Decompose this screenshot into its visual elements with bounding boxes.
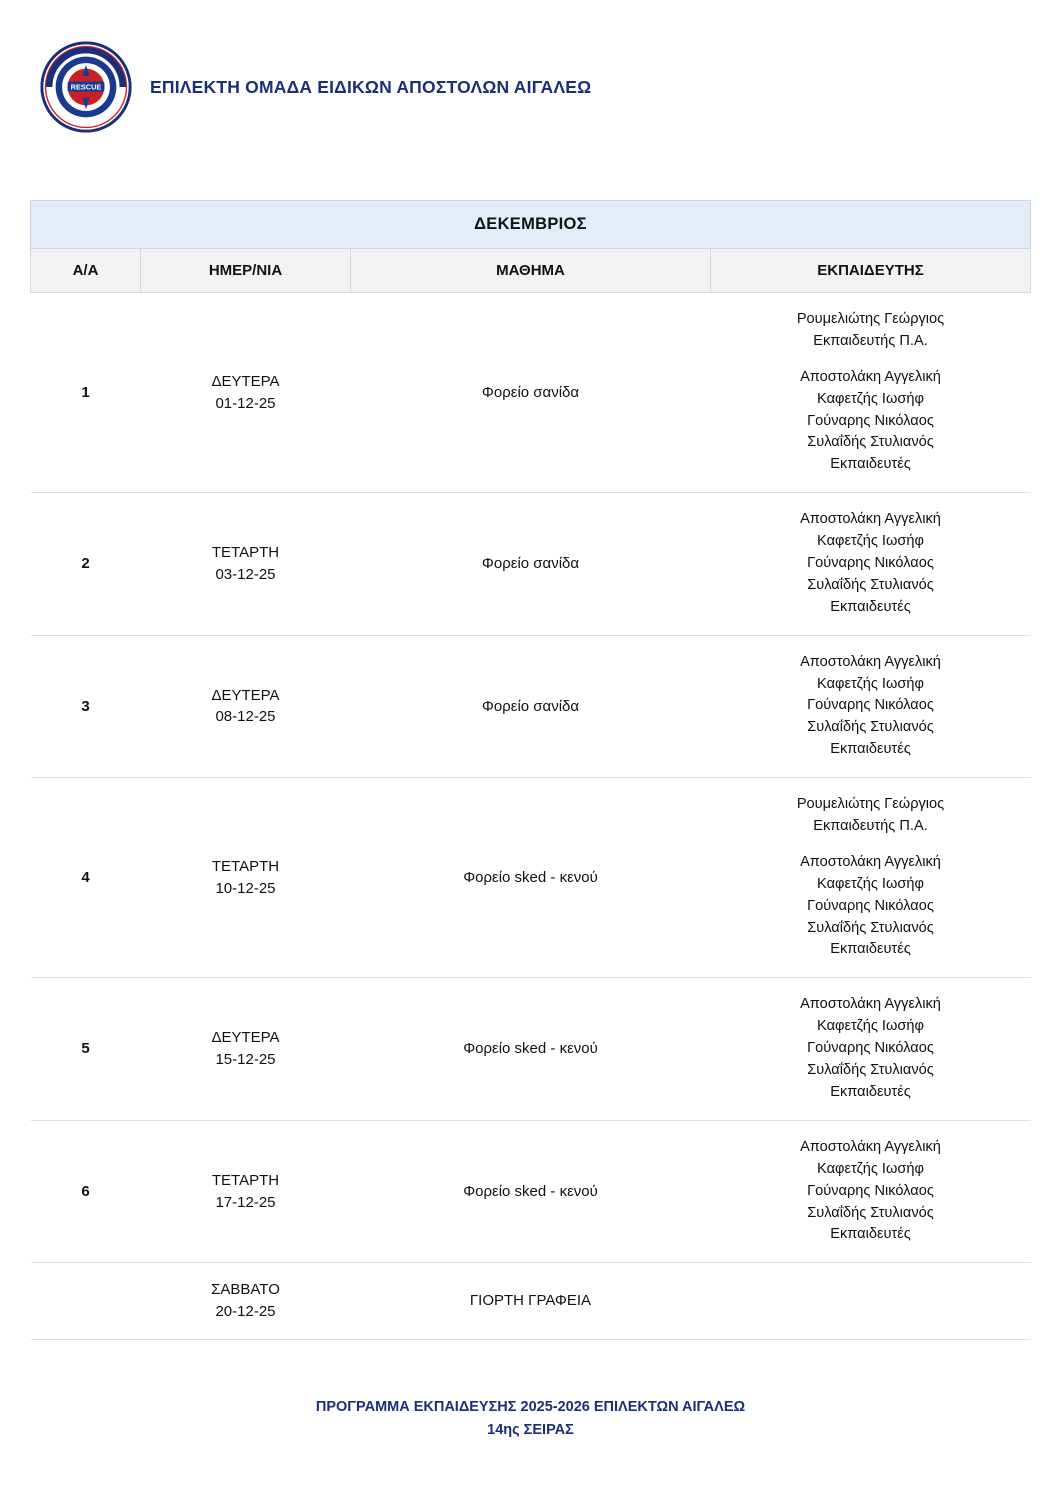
month-header: ΔΕΚΕΜΒΡΙΟΣ [31, 201, 1031, 249]
trainer-line: Καφετζής Ιωσήφ [817, 533, 924, 550]
trainer-line: Συλαΐδής Στυλιανός [807, 719, 934, 736]
cell-lesson: Φορείο sked - κενού [351, 978, 711, 1120]
trainer-line: Εκπαιδευτές [830, 1226, 911, 1243]
trainer-line: Καφετζής Ιωσήφ [817, 1018, 924, 1035]
trainer-group [719, 509, 1023, 618]
table-row [31, 778, 1031, 978]
cell-aa: 4 [31, 778, 141, 978]
trainer-line: Εκπαιδευτές [830, 1083, 911, 1100]
trainer-line: Εκπαιδευτές [830, 598, 911, 615]
cell-day-name: ΤΕΤΑΡΤΗ [211, 858, 280, 875]
trainer-group [719, 367, 1023, 476]
cell-date [141, 778, 351, 978]
trainer-line: Συλαΐδής Στυλιανός [807, 919, 934, 936]
trainer-line: Αποστολάκη Αγγελική [800, 368, 941, 385]
trainer-line: Συλαΐδής Στυλιανός [807, 1062, 934, 1079]
trainer-group [719, 794, 1023, 838]
cell-trainers [711, 1120, 1031, 1262]
column-header-trainer: ΕΚΠΑΙΔΕΥΤΗΣ [711, 249, 1031, 293]
trainer-line: Καφετζής Ιωσήφ [817, 675, 924, 692]
trainer-line: Αποστολάκη Αγγελική [800, 653, 941, 670]
cell-lesson: Φορείο sked - κενού [351, 778, 711, 978]
trainer-line: Γούναρης Νικόλαος [807, 1040, 934, 1057]
cell-date [141, 1263, 351, 1340]
cell-day-name: ΤΕΤΑΡΤΗ [211, 1171, 280, 1189]
cell-lesson: Φορείο sked - κενού [351, 1120, 711, 1262]
trainer-line: Εκπαιδευτές [830, 456, 911, 473]
cell-aa [31, 1263, 141, 1340]
trainer-line: Γούναρης Νικόλαος [807, 1182, 934, 1199]
document-footer [0, 1396, 1061, 1442]
column-header-aa: Α/Α [31, 249, 141, 293]
cell-trainers [711, 1263, 1031, 1340]
cell-aa: 3 [31, 635, 141, 777]
cell-date-value: 17-12-25 [215, 1193, 276, 1211]
schedule-table-body [31, 293, 1031, 1340]
cell-trainers [711, 293, 1031, 493]
footer-line-2: 14ης ΣΕΙΡΑΣ [487, 1421, 574, 1438]
cell-date-value: 08-12-25 [215, 708, 276, 726]
trainer-line: Αποστολάκη Αγγελική [800, 511, 941, 528]
column-header-lesson: ΜΑΘΗΜΑ [351, 249, 711, 293]
cell-aa: 2 [31, 493, 141, 635]
cell-lesson: Φορείο σανίδα [351, 635, 711, 777]
trainer-line: Ρουμελιώτης Γεώργιος [796, 796, 945, 813]
trainer-line: Αποστολάκη Αγγελική [800, 853, 941, 870]
trainer-group [719, 852, 1023, 961]
document-header [28, 28, 1033, 138]
cell-trainers [711, 778, 1031, 978]
schedule-table [30, 200, 1031, 1340]
table-row [31, 635, 1031, 777]
trainer-line: Εκπαιδευτής Π.Α. [813, 818, 928, 835]
cell-lesson: Φορείο σανίδα [351, 493, 711, 635]
cell-date-value: 03-12-25 [215, 565, 276, 583]
cell-trainers [711, 635, 1031, 777]
cell-date-value: 01-12-25 [215, 394, 276, 412]
trainer-line: Γούναρης Νικόλαος [807, 412, 934, 429]
table-row [31, 1120, 1031, 1262]
trainer-line: Γούναρης Νικόλαος [807, 697, 934, 714]
table-header-row [31, 249, 1031, 293]
trainer-line: Γούναρης Νικόλαος [807, 897, 934, 914]
cell-date-value: 15-12-25 [215, 1051, 276, 1069]
trainer-line: Συλαΐδής Στυλιανός [807, 1204, 934, 1221]
trainer-line: Αποστολάκη Αγγελική [800, 996, 941, 1013]
cell-date [141, 1120, 351, 1262]
trainer-line: Καφετζής Ιωσήφ [817, 875, 924, 892]
table-row [31, 293, 1031, 493]
cell-lesson: Φορείο σανίδα [351, 293, 711, 493]
trainer-line: Καφετζής Ιωσήφ [817, 390, 924, 407]
organization-logo-icon [40, 41, 132, 133]
cell-date [141, 493, 351, 635]
trainer-group [719, 309, 1023, 353]
cell-trainers [711, 493, 1031, 635]
trainer-group [719, 1137, 1023, 1246]
table-month-row [31, 201, 1031, 249]
schedule-table-container [28, 200, 1033, 1340]
cell-lesson: ΓΙΟΡΤΗ ΓΡΑΦΕΙΑ [351, 1263, 711, 1340]
cell-day-name: ΣΑΒΒΑΤΟ [211, 1281, 280, 1299]
cell-aa: 5 [31, 978, 141, 1120]
page-title: ΕΠΙΛΕΚΤΗ ΟΜΑΔΑ ΕΙΔΙΚΩΝ ΑΠΟΣΤΟΛΩΝ ΑΙΓΑΛΕΩ [150, 76, 592, 97]
cell-day-name: ΤΕΤΑΡΤΗ [211, 544, 280, 562]
trainer-line: Ρουμελιώτης Γεώργιος [796, 311, 945, 327]
table-row [31, 493, 1031, 635]
cell-trainers [711, 978, 1031, 1120]
trainer-line: Γούναρης Νικόλαος [807, 555, 934, 572]
trainer-line: Εκπαιδευτές [830, 941, 911, 958]
trainer-line: Συλαΐδής Στυλιανός [807, 576, 934, 593]
cell-day-name: ΔΕΥΤΕΡΑ [211, 686, 280, 704]
trainer-line: Εκπαιδευτής Π.Α. [813, 332, 928, 349]
trainer-line: Αποστολάκη Αγγελική [800, 1138, 941, 1155]
svg-text:RESCUE: RESCUE [70, 82, 102, 92]
cell-day-name: ΔΕΥΤΕΡΑ [211, 1029, 280, 1047]
trainer-group [719, 994, 1023, 1103]
cell-aa: 6 [31, 1120, 141, 1262]
cell-date [141, 293, 351, 493]
cell-date-value: 10-12-25 [215, 879, 276, 897]
cell-date [141, 978, 351, 1120]
cell-date [141, 635, 351, 777]
cell-aa: 1 [31, 293, 141, 493]
trainer-line: Συλαΐδής Στυλιανός [807, 434, 934, 451]
trainer-line: Καφετζής Ιωσήφ [817, 1160, 924, 1177]
column-header-date: ΗΜΕΡ/ΝΙΑ [141, 249, 351, 293]
table-row [31, 1263, 1031, 1340]
cell-day-name: ΔΕΥΤΕΡΑ [211, 372, 280, 390]
cell-date-value: 20-12-25 [215, 1303, 276, 1321]
footer-line-1: ΠΡΟΓΡΑΜΜΑ ΕΚΠΑΙΔΕΥΣΗΣ 2025-2026 ΕΠΙΛΕΚΤΩΝ ΑΙΓΑΛΕΩ [315, 1398, 746, 1415]
table-row [31, 978, 1031, 1120]
trainer-group [719, 652, 1023, 761]
trainer-line: Εκπαιδευτές [830, 741, 911, 758]
